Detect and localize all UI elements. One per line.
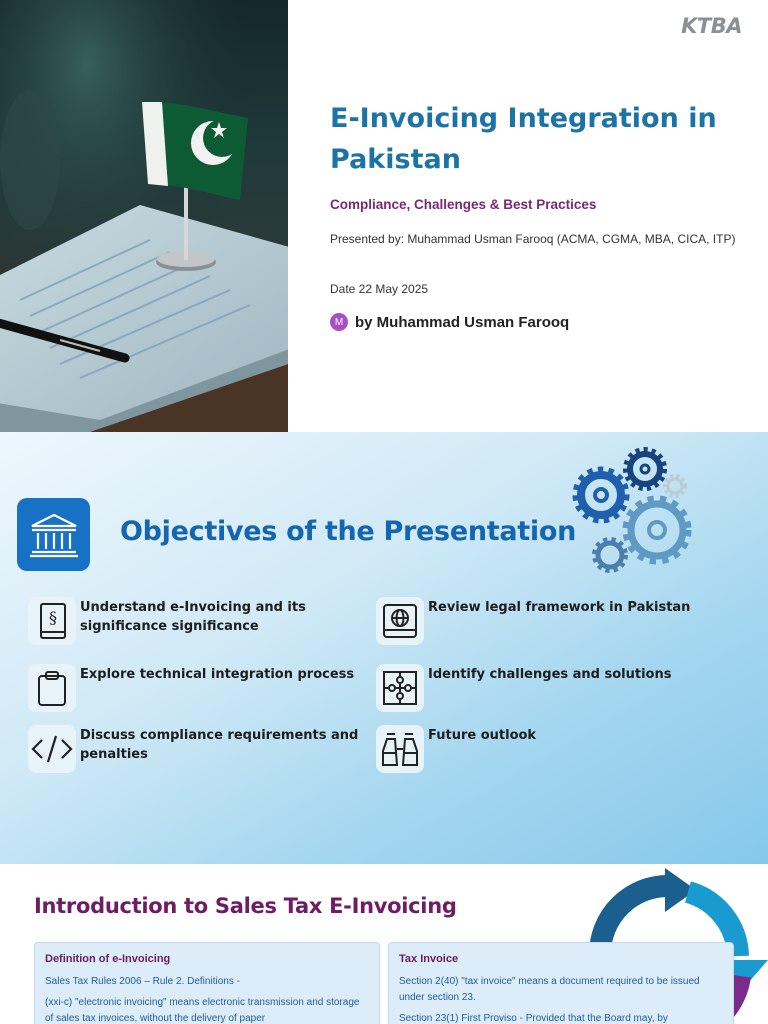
page-subtitle: Compliance, Challenges & Best Practices — [330, 197, 597, 212]
objectives-slide — [0, 432, 768, 864]
objective-item — [28, 725, 365, 773]
card-text: Sales Tax Rules 2006 – Rule 2. Definitions - — [45, 976, 240, 987]
svg-text:§: § — [49, 608, 57, 627]
card-title: Tax Invoice — [399, 953, 459, 965]
objective-text: Explore technical integration process — [80, 667, 355, 682]
objective-item — [28, 597, 365, 645]
card-text: Section 23(1) First Proviso - Provided that the Board may, by — [399, 1013, 668, 1024]
objective-text: Identify challenges and solutions — [428, 667, 672, 682]
definition-card — [34, 942, 380, 1024]
ktba-logo: KTBA — [681, 14, 742, 38]
gears-icon — [566, 442, 696, 574]
objective-item — [376, 725, 713, 773]
presenter-line: Presented by: Muhammad Usman Farooq (ACMA, CGMA, MBA, CICA, ITP) — [330, 232, 736, 246]
pakistan-flag-document-photo — [0, 0, 288, 432]
objective-item — [28, 664, 365, 712]
code-icon — [28, 725, 76, 773]
binoculars-icon — [376, 725, 424, 773]
author-byline — [330, 313, 569, 331]
title-slide — [0, 0, 768, 432]
page-title: E-Invoicing Integration in Pakistan — [330, 103, 717, 175]
objective-item — [376, 664, 713, 712]
puzzle-icon — [376, 664, 424, 712]
avatar: M — [330, 313, 348, 331]
introduction-title: Introduction to Sales Tax E-Invoicing — [34, 894, 457, 918]
objective-text: Review legal framework in Pakistan — [428, 600, 691, 615]
bank-icon — [17, 498, 90, 571]
card-text: (xxi-c) "electronic invoicing" means electronic transmission and storage of sales tax invoices, without the delivery of paper — [45, 997, 360, 1024]
clipboard-icon — [28, 664, 76, 712]
card-title: Definition of e-Invoicing — [45, 953, 171, 965]
objective-text: Future outlook — [428, 728, 537, 743]
presentation-date: Date 22 May 2025 — [330, 282, 429, 296]
objective-text: Understand e-Invoicing and its significance significance — [80, 600, 306, 634]
section-book-icon — [28, 597, 76, 645]
photo-illustration — [0, 0, 288, 432]
card-text: Section 2(40) "tax invoice" means a document required to be issued under section 23. — [399, 976, 700, 1003]
objectives-title: Objectives of the Presentation — [120, 516, 577, 547]
tax-invoice-card — [388, 942, 734, 1024]
introduction-slide — [0, 864, 768, 1024]
author-name: by Muhammad Usman Farooq — [355, 313, 570, 331]
globe-display-icon — [376, 597, 424, 645]
objective-text: Discuss compliance requirements and penalties — [80, 728, 359, 762]
objective-item — [376, 597, 713, 645]
